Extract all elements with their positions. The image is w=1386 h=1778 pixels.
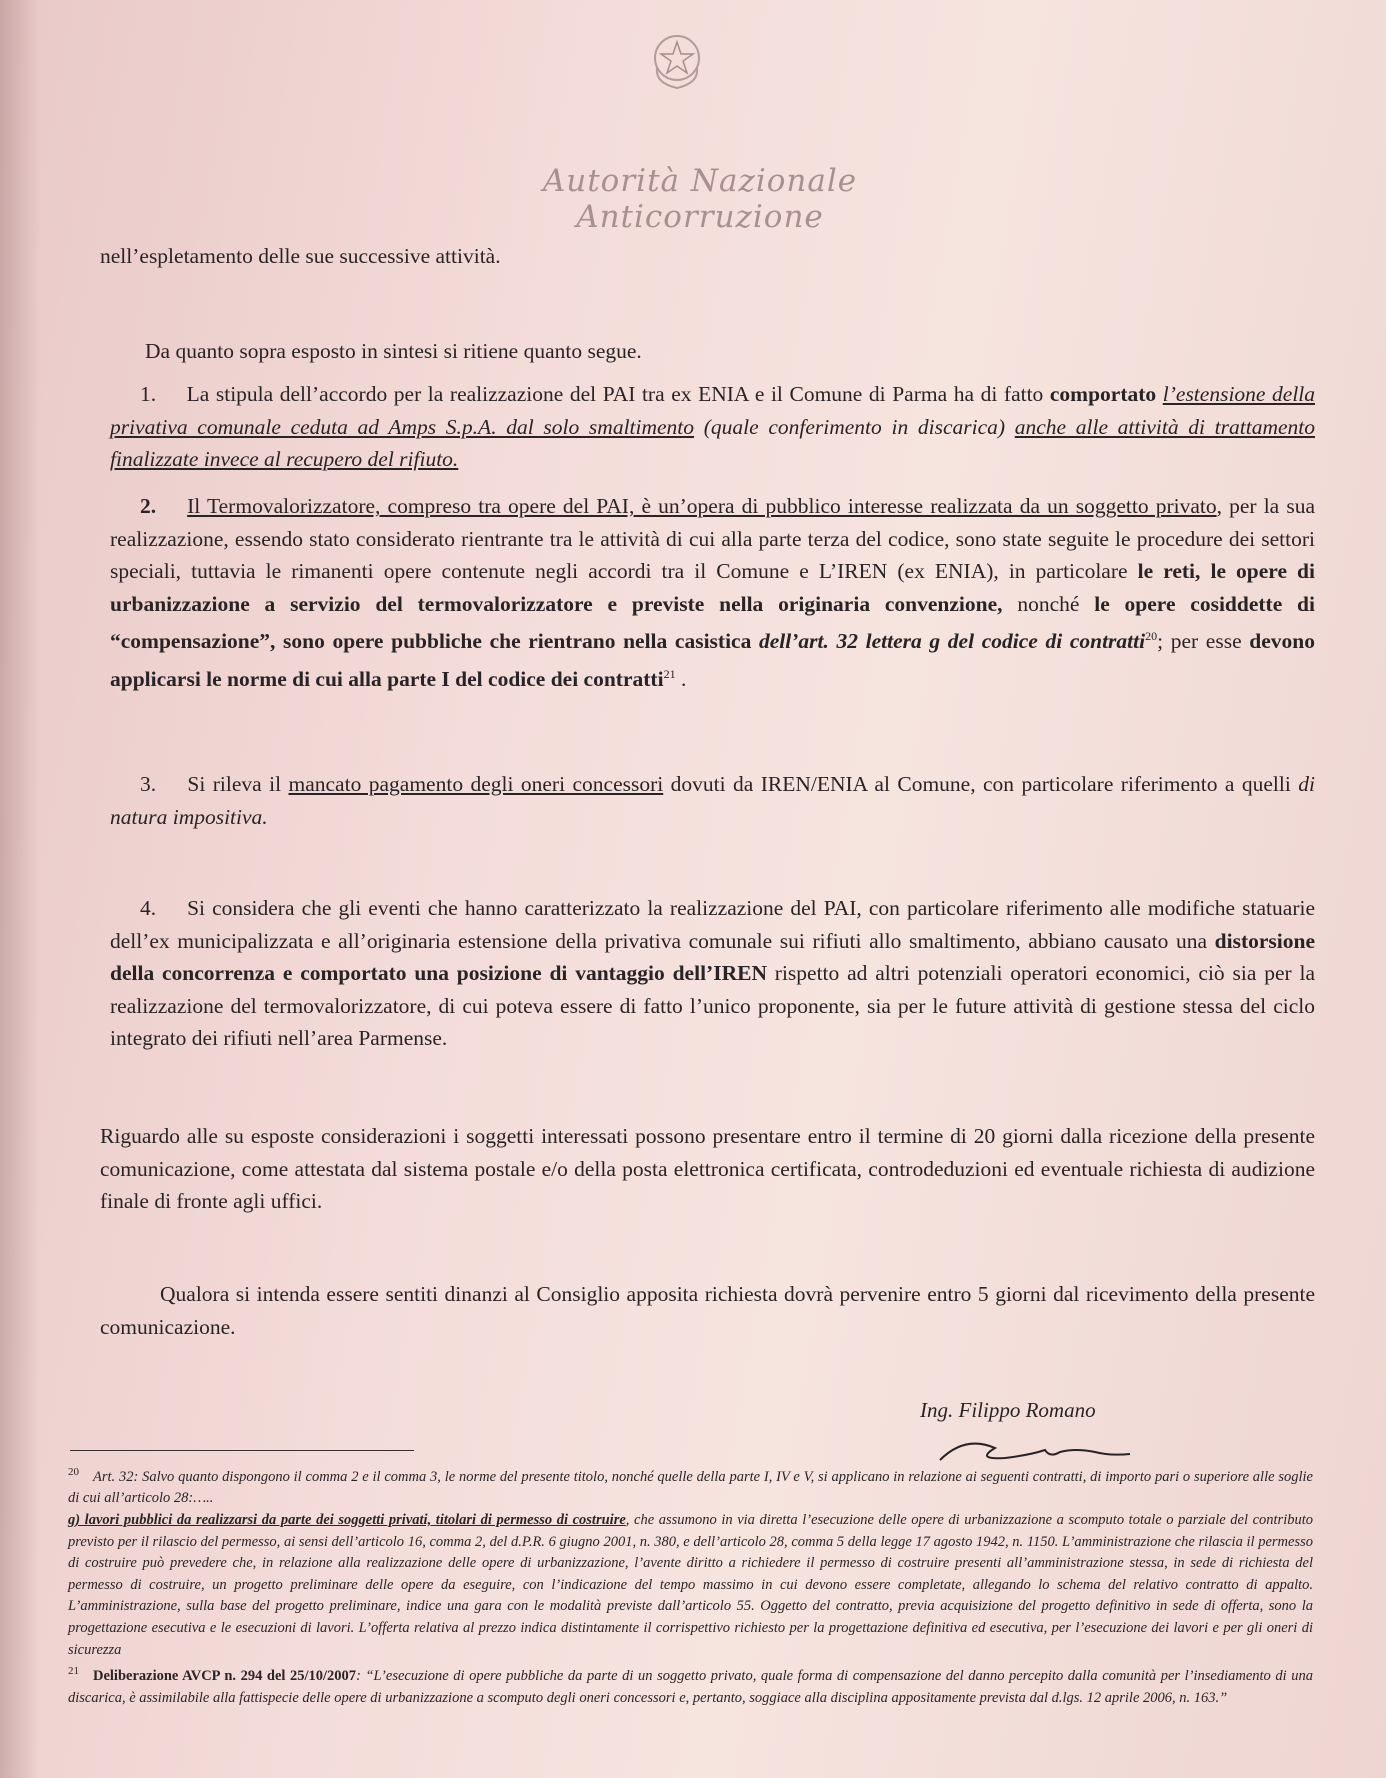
item1-text-c: l’estensione della privativa comunale ceduta ad Amps S.p.A. dal solo smaltimento (110, 382, 1316, 439)
summary-intro (145, 335, 1315, 368)
intro-fragment (100, 240, 1315, 273)
list-item-4 (110, 892, 1315, 1055)
footnote-ref-20[interactable]: 20 (1145, 629, 1158, 643)
signatory-name: Ing. Filippo Romano (920, 1398, 1096, 1422)
footnote-ref-21[interactable]: 21 (663, 666, 676, 681)
item4-text-a: Si considera che gli eventi che hanno caratterizzato la realizzazione del PAI, con particolare riferimento alle modifiche statuarie dell’ex municipalizzata e all’originaria estensione della privativa comunale sui rifiuti allo smaltimento, abbiano causato una (110, 896, 1316, 953)
item3-text-c: dovuti da IREN/ENIA al Comune, con particolare riferimento a quelli (663, 772, 1299, 796)
item3-text-d: di natura impositiva. (110, 772, 1316, 829)
item1-text-e: anche alle attività di trattamento finalizzate invece al recupero del rifiuto. (110, 414, 1315, 471)
list-item-2 (110, 490, 1315, 695)
item2-text-b: , per la sua realizzazione, essendo stato considerato rientrante tra le attività di cui alla parte terza del codice, sono state seguite le procedure dei settori speciali, tuttavia le rimanenti opere contenute negli accordi tra il Comune e L’IREN (ex ENIA), in particolare (110, 494, 1316, 583)
item4-text-c: rispetto ad altri potenziali operatori economici, ciò sia per la realizzazione del termovalorizzatore, di cui poteva essere di fatto l’unico proponente, sia per le future attività di gestione stessa del ciclo integrato dei rifiuti nell’area Parmense. (110, 961, 1315, 1050)
footnote-20 (68, 1462, 1313, 1510)
footnote-21-text-b: : “L’esecuzione di opere pubbliche da parte di un soggetto privato, quale forma di compensazione del danno percepito dalla comunità per l’insediamento di una discarica, è assimilabile alla fattispecie delle opere di urbanizzazione a scomputo degli oneri concessori e, pertanto, soggiace alla disciplina appositamente prevista dal d.lgs. 12 aprile 2006, n. 163.” (68, 1668, 1313, 1706)
item3-text-b: mancato pagamento degli oneri concessori (288, 772, 664, 796)
page-edge-shadow (0, 0, 40, 1778)
list-item-number: 1. (140, 382, 157, 406)
item1-text-b: comportato (1049, 382, 1157, 406)
item2-text-e: le opere cosiddette di “compensazione”, sono opere pubbliche che rientrano nella casistica (110, 591, 1315, 654)
item1-text-d: (quale conferimento in discarica) (703, 414, 1015, 439)
italian-republic-emblem-icon (647, 28, 707, 92)
item2-text-d: nonché (1002, 591, 1095, 616)
item2-text-h: devono applicarsi le norme di cui alla parte I del codice dei contratti (110, 629, 1315, 691)
footnote-21 (68, 1661, 1313, 1709)
item2-text-f: dell’art. 32 lettera g del codice di contratti (759, 629, 1146, 654)
footnote-21-text-a: Deliberazione AVCP n. 294 del 25/10/2007 (93, 1668, 357, 1684)
authority-header-title: Autorità Nazionale Anticorruzione (542, 163, 858, 235)
intro-fragment-text: nell’espletamento delle sue successive attività. (100, 244, 501, 268)
summary-intro-text: Da quanto sopra esposto in sintesi si ritiene quanto segue. (145, 339, 642, 363)
item2-text-a: Il Termovalorizzatore, compreso tra opere del PAI, è un’opera di pubblico interesse realizzata da un soggetto privato (187, 494, 1217, 518)
item3-text-a: Si rileva il (187, 772, 289, 796)
footnote-number: 21 (68, 1665, 79, 1678)
submission-paragraph (100, 1120, 1315, 1218)
item2-text-i: . (675, 666, 687, 691)
footnote-number: 20 (68, 1466, 79, 1478)
footnote-separator (70, 1450, 414, 1451)
list-item-number: 4. (140, 896, 157, 920)
footnote-20-text-c: , che assumono in via diretta l’esecuzione delle opere di urbanizzazione a scomputo totale o parziale del contributo previsto per il rilascio del permesso, ai sensi dell’articolo 16, comma 2, del d.P.R. 6 giugno 2001, n. 380, e dell’articolo 28, comma 5 della legge 17 agosto 1942, n. 1150. L’amministrazione che rilascia il permesso di costruire può prevedere che, in relazione alla realizzazione delle opere di urbanizzazione, l’avente diritto a richiedere il permesso di costruire presenti all’amministrazione stessa, in sede di richiesta del permesso di costruire, un progetto preliminare delle opere da eseguire, con l’indicazione del tempo massimo in cui devono essere completate, allegando lo schema del relativo contratto di appalto. L’amministrazione, sulla base del progetto preliminare, indice una gara con le modalità previste dall’articolo 55. Oggetto del contratto, previa acquisizione del progetto definitivo in sede di offerta, sono la progettazione esecutiva e le esecuzioni di lavori. L’offerta relativa al prezzo indica distintamente il corrispettivo richiesto per la progettazione definitiva ed esecutiva, per l’esecuzione dei lavori e per gli oneri di sicurezza (68, 1512, 1313, 1658)
item2-text-g: ; per esse (1157, 629, 1250, 654)
item4-text-b: distorsione della concorrenza e comportato una posizione di vantaggio dell’IREN (110, 928, 1315, 985)
footnote-20-text-b: g) lavori pubblici da realizzarsi da parte dei soggetti privati, titolari di permesso di costruire (68, 1512, 626, 1529)
item2-text-c: le reti, le opere di urbanizzazione a servizio del termovalorizzatore e previste nella originaria convenzione, (110, 559, 1315, 616)
list-item-3 (110, 768, 1315, 833)
item1-text-a: La stipula dell’accordo per la realizzazione del PAI tra ex ENIA e il Comune di Parma ha di fatto (186, 382, 1050, 406)
list-item-number: 2. (140, 494, 157, 518)
hearing-paragraph (100, 1278, 1315, 1343)
list-item-number: 3. (140, 772, 157, 796)
footnote-20-text-a: Art. 32: Salvo quanto dispongono il comma 2 e il comma 3, le norme del presente titolo, nonché quelle della parte I, IV e V, si applicano in relazione ai seguenti contratti, di importo pari o superiore alle soglie di cui all’articolo 28:….. (68, 1468, 1313, 1507)
footnote-20-cont (68, 1510, 1313, 1661)
footnotes-block (68, 1462, 1313, 1709)
submission-paragraph-text: Riguardo alle su esposte considerazioni i soggetti interessati possono presentare entro il termine di 20 giorni dalla ricezione della presente comunicazione, come attestata dal sistema postale e/o della posta elettronica certificata, controdeduzioni ed eventuale richiesta di audizione finale di fronte agli uffici. (100, 1124, 1315, 1213)
hearing-paragraph-text: Qualora si intenda essere sentiti dinanzi al Consiglio apposita richiesta dovrà pervenire entro 5 giorni dal ricevimento della presente comunicazione. (100, 1282, 1315, 1339)
list-item-1 (110, 378, 1315, 476)
